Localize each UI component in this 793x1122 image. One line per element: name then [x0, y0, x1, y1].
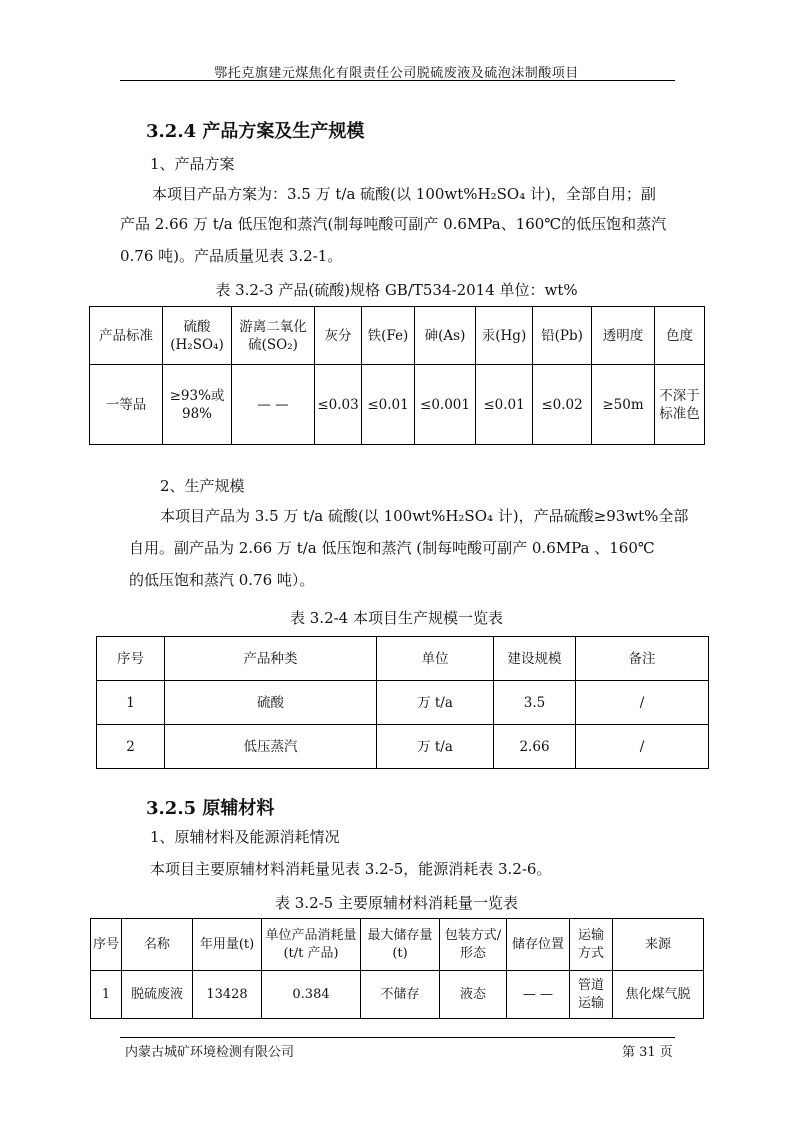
production-scale-table — [96, 636, 709, 769]
table-caption: 表 3.2-4 本项目生产规模一览表 — [289, 609, 503, 627]
table-header-cell: 来源 — [613, 919, 704, 971]
table-header-cell: 名称 — [122, 919, 193, 971]
table-header-cell: 灰分 — [315, 307, 362, 365]
table-header-cell: 产品标准 — [90, 307, 163, 365]
table-cell: ≤0.01 — [476, 365, 533, 445]
table-header-cell: 产品种类 — [165, 637, 377, 681]
table-cell: 一等品 — [90, 365, 163, 445]
product-spec-table — [89, 306, 705, 445]
table-caption: 表 3.2-3 产品(硫酸)规格 GB/T534-2014 单位：wt% — [215, 281, 578, 299]
table-cell: 不深于标准色 — [655, 365, 705, 445]
section-heading-3-2-4: 3.2.4 产品方案及生产规模 — [146, 121, 365, 142]
table-cell: 万 t/a — [377, 725, 494, 769]
table-cell: / — [576, 725, 709, 769]
raw-materials-table — [90, 918, 704, 1019]
paragraph-line: 的低压饱和蒸汽 0.76 吨）。 — [129, 571, 315, 589]
paragraph-line: 本项目产品方案为：3.5 万 t/a 硫酸(以 100wt%H₂SO₄ 计)，全部自用；副 — [152, 185, 656, 203]
subheading-raw-materials: 1、原辅材料及能源消耗情况 — [150, 828, 340, 846]
table-header-cell: 砷(As) — [415, 307, 476, 365]
table-caption: 表 3.2-5 主要原辅材料消耗量一览表 — [274, 894, 518, 912]
table-header-cell: 运输方式 — [570, 919, 613, 971]
footer-company: 内蒙古城矿环境检测有限公司 — [125, 1045, 295, 1060]
paragraph-line: 0.76 吨)。产品质量见表 3.2-1。 — [120, 247, 343, 265]
table-cell: 低压蒸汽 — [165, 725, 377, 769]
table-header-cell: 最大储存量(t) — [361, 919, 440, 971]
header-rule — [120, 80, 675, 81]
paragraph-line: 产品 2.66 万 t/a 低压饱和蒸汽(制每吨酸可副产 0.6MPa、160℃的低压饱和蒸汽 — [120, 215, 667, 233]
footer-rule — [120, 1037, 675, 1038]
table-cell: ≥50m — [592, 365, 655, 445]
table-header-row — [91, 919, 704, 971]
table-cell: 13428 — [193, 971, 262, 1019]
table-cell: ≤0.02 — [533, 365, 592, 445]
table-cell: ≥93%或98% — [163, 365, 232, 445]
subheading-product-plan: 1、产品方案 — [150, 155, 235, 173]
table-cell: 3.5 — [494, 681, 576, 725]
table-row — [97, 681, 709, 725]
section-heading-3-2-5: 3.2.5 原辅材料 — [146, 798, 275, 819]
table-cell: 万 t/a — [377, 681, 494, 725]
paragraph-line: 本项目产品为 3.5 万 t/a 硫酸(以 100wt%H₂SO₄ 计)，产品硫酸≥93wt%全部 — [160, 507, 689, 525]
table-cell: 脱硫废液 — [122, 971, 193, 1019]
running-header: 鄂托克旗建元煤焦化有限责任公司脱硫废液及硫泡沫制酸项目 — [214, 66, 579, 81]
table-header-cell: 单位产品消耗量(t/t 产品) — [262, 919, 361, 971]
table-cell: 焦化煤气脱 — [613, 971, 704, 1019]
table-cell: 0.384 — [262, 971, 361, 1019]
subheading-production-scale: 2、生产规模 — [160, 477, 245, 495]
table-cell: 2.66 — [494, 725, 576, 769]
table-header-cell: 单位 — [377, 637, 494, 681]
table-header-cell: 色度 — [655, 307, 705, 365]
table-cell: ≤0.03 — [315, 365, 362, 445]
table-header-cell: 储存位置 — [507, 919, 570, 971]
paragraph-line: 本项目主要原辅材料消耗量见表 3.2-5，能源消耗表 3.2-6。 — [150, 860, 552, 878]
table-cell: 液态 — [440, 971, 507, 1019]
table-cell: 1 — [91, 971, 122, 1019]
table-header-row — [97, 637, 709, 681]
table-header-cell: 游离二氧化硫(SO₂) — [232, 307, 315, 365]
table-header-cell: 铅(Pb) — [533, 307, 592, 365]
table-header-cell: 序号 — [97, 637, 165, 681]
table-row — [97, 725, 709, 769]
table-cell: — — — [507, 971, 570, 1019]
table-header-cell: 包装方式/形态 — [440, 919, 507, 971]
table-header-row — [90, 307, 705, 365]
table-cell: 管道运输 — [570, 971, 613, 1019]
paragraph-line: 自用。副产品为 2.66 万 t/a 低压饱和蒸汽 (制每吨酸可副产 0.6MPa 、160℃ — [129, 539, 655, 557]
table-cell: / — [576, 681, 709, 725]
table-header-cell: 建设规模 — [494, 637, 576, 681]
page-number: 第 31 页 — [622, 1045, 673, 1060]
table-cell: 不储存 — [361, 971, 440, 1019]
table-header-cell: 汞(Hg) — [476, 307, 533, 365]
table-cell: ≤0.001 — [415, 365, 476, 445]
table-row — [90, 365, 705, 445]
table-header-cell: 铁(Fe) — [362, 307, 415, 365]
table-header-cell: 序号 — [91, 919, 122, 971]
table-cell: ≤0.01 — [362, 365, 415, 445]
table-row — [91, 971, 704, 1019]
table-header-cell: 透明度 — [592, 307, 655, 365]
table-cell: — — — [232, 365, 315, 445]
table-cell: 1 — [97, 681, 165, 725]
table-cell: 2 — [97, 725, 165, 769]
table-header-cell: 硫酸(H₂SO₄) — [163, 307, 232, 365]
table-header-cell: 备注 — [576, 637, 709, 681]
table-cell: 硫酸 — [165, 681, 377, 725]
table-header-cell: 年用量(t) — [193, 919, 262, 971]
